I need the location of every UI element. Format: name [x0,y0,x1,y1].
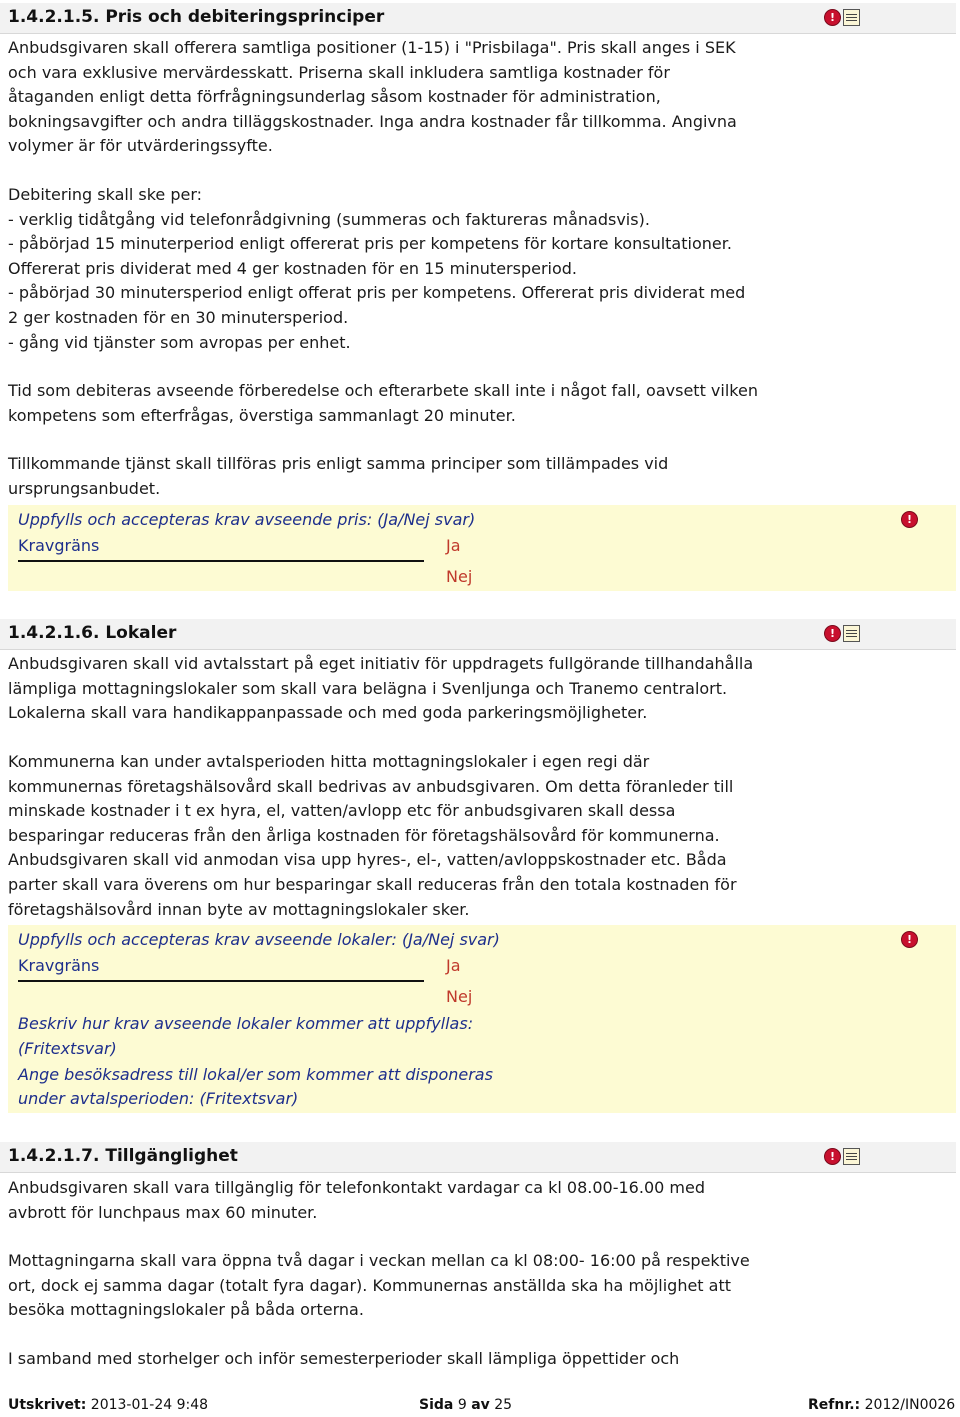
text-line: och vara exklusive mervärdesskatt. Priserna skall inkludera samtliga kostnader för [8,62,670,82]
paragraph [8,750,798,922]
printed-value: 2013-01-24 9:48 [90,1397,209,1413]
text-line: åtaganden enligt detta förfrågningsunderlag såsom kostnader för administration, [8,87,661,107]
text-line: Anbudsgivaren skall offerera samtliga positioner (1-15) i "Prisbilaga". Pris skall anges i SEK [8,38,736,57]
text-line: besparingar reduceras från den årliga kostnaden för företagshälsovård för kommunerna. [8,825,720,845]
section-title: 1.4.2.1.5. Pris och debiteringsprinciper [8,7,385,27]
header-icons [824,9,860,26]
paragraph [8,379,798,428]
text-line: - påbörjad 15 minuterperiod enligt offererat pris per kompetens för kortare konsultationer. [8,234,732,254]
text-line: Tillkommande tjänst skall tillföras pris enligt samma principer som tillämpades vid [8,454,669,473]
text-line: företagshälsovård innan byte av mottagningslokaler sker. [8,899,470,919]
text-line: bokningsavgifter och andra tilläggskostnader. Inga andra kostnader får tillkomma. Angivna [8,111,737,131]
text-line: minskade kostnader i t ex hyra, el, vatten/avlopp etc för anbudsgivaren skall dessa [8,801,676,821]
section-title: 1.4.2.1.7. Tillgänglighet [8,1146,238,1166]
text-line: Anbudsgivaren skall vara tillgänglig för telefonkontakt vardagar ca kl 08.00-16.00 med [8,1178,705,1197]
option-no[interactable]: Nej [446,567,473,586]
exclamation-icon[interactable]: ! [824,625,841,642]
text-line: - verklig tidåtgång vid telefonrådgivning (summeras och faktureras månadsvis). [8,209,650,229]
option-yes[interactable]: Ja [446,956,461,975]
text-line: Offererat pris dividerat med 4 ger kostnaden för en 15 minutersperiod. [8,258,577,278]
text-line: volymer är för utvärderingssyfte. [8,136,273,156]
paragraph [8,1347,798,1372]
page-footer [0,1397,960,1417]
exclamation-icon[interactable]: ! [901,511,918,528]
printed-date [8,1397,208,1413]
document-icon[interactable] [843,625,860,642]
freetext-prompt: Beskriv hur krav avseende lokaler kommer att uppfyllas: [18,1014,474,1033]
page-of: av [471,1397,490,1413]
paragraph [8,452,798,501]
kravgrans-line [18,560,424,562]
text-line: Lokalerna skall vara handikappanpassade och med goda parkeringsmöjligheter. [8,703,648,723]
paragraph [8,1176,798,1225]
paragraph [8,36,798,159]
text-line: Anbudsgivaren skall vid avtalsstart på eget initiativ för uppdragets fullgörande tillhandahålla [8,654,754,673]
freetext-prompt: Ange besöksadress till lokal/er som kommer att disponeras [18,1065,493,1084]
paragraph [8,1249,798,1323]
reference-number [808,1397,955,1413]
text-line: parter skall vara överens om hur besparingar skall reduceras från den totala kostnaden för [8,874,737,894]
text-line: - påbörjad 30 minutersperiod enligt offerat pris per kompetens. Offererat pris dividerat med [8,283,746,303]
kravgrans-label: Kravgräns [18,956,100,975]
header-icons [824,1148,860,1165]
text-line: Mottagningarna skall vara öppna två dagar i veckan mellan ca kl 08:00- 16:00 på respektive [8,1251,750,1270]
exclamation-icon[interactable]: ! [824,1148,841,1165]
paragraph [8,652,798,726]
paragraph [8,183,798,355]
ref-value: 2012/IN0026 [864,1397,956,1413]
section-title: 1.4.2.1.6. Lokaler [8,623,177,643]
text-line: - gång vid tjänster som avropas per enhet. [8,332,351,352]
page-number [419,1397,512,1413]
text-line: kommunernas företagshälsovård skall bedrivas av anbudsgivaren. Om detta föranleder till [8,776,734,796]
freetext-prompt: (Fritextsvar) [18,1039,117,1058]
document-icon[interactable] [843,9,860,26]
page-current: 9 [457,1397,467,1413]
option-yes[interactable]: Ja [446,536,461,555]
requirement-box [8,505,956,591]
text-line: Kommunerna kan under avtalsperioden hitta mottagningslokaler i egen regi där [8,752,650,771]
text-line: besöka mottagningslokaler på båda orterna. [8,1300,364,1320]
exclamation-icon[interactable]: ! [901,931,918,948]
text-line: Tid som debiteras avseende förberedelse och efterarbete skall inte i något fall, oavsett vilken [8,381,758,400]
page-total: 25 [494,1397,513,1413]
requirement-question: Uppfylls och accepteras krav avseende lokaler: (Ja/Nej svar) [18,930,500,949]
requirement-question: Uppfylls och accepteras krav avseende pris: (Ja/Nej svar) [18,510,476,529]
requirement-box [8,925,956,1113]
text-line: Debitering skall ske per: [8,185,203,204]
section-header [0,619,956,650]
section-header [0,1142,956,1173]
ref-label: Refnr.: [808,1397,861,1413]
option-no[interactable]: Nej [446,987,473,1006]
page-label: Sida [419,1397,454,1413]
kravgrans-label: Kravgräns [18,536,100,555]
text-line: kompetens som efterfrågas, överstiga sammanlagt 20 minuter. [8,405,516,425]
document-icon[interactable] [843,1148,860,1165]
header-icons [824,625,860,642]
freetext-prompt: under avtalsperioden: (Fritextsvar) [18,1089,299,1108]
text-line: ort, dock ej samma dagar (totalt fyra dagar). Kommunernas anställda ska ha möjlighet att [8,1275,732,1295]
text-line: Anbudsgivaren skall vid anmodan visa upp hyres-, el-, vatten/avloppskostnader etc. Båda [8,850,727,870]
section-header [0,3,956,34]
printed-label: Utskrivet: [8,1397,87,1413]
text-line: 2 ger kostnaden för en 30 minutersperiod. [8,307,349,327]
kravgrans-line [18,980,424,982]
text-line: I samband med storhelger och inför semesterperioder skall lämpliga öppettider och [8,1349,680,1368]
text-line: lämpliga mottagningslokaler som skall vara belägna i Svenljunga och Tranemo centralort. [8,678,728,698]
exclamation-icon[interactable]: ! [824,9,841,26]
text-line: ursprungsanbudet. [8,478,161,498]
text-line: avbrott för lunchpaus max 60 minuter. [8,1202,318,1222]
